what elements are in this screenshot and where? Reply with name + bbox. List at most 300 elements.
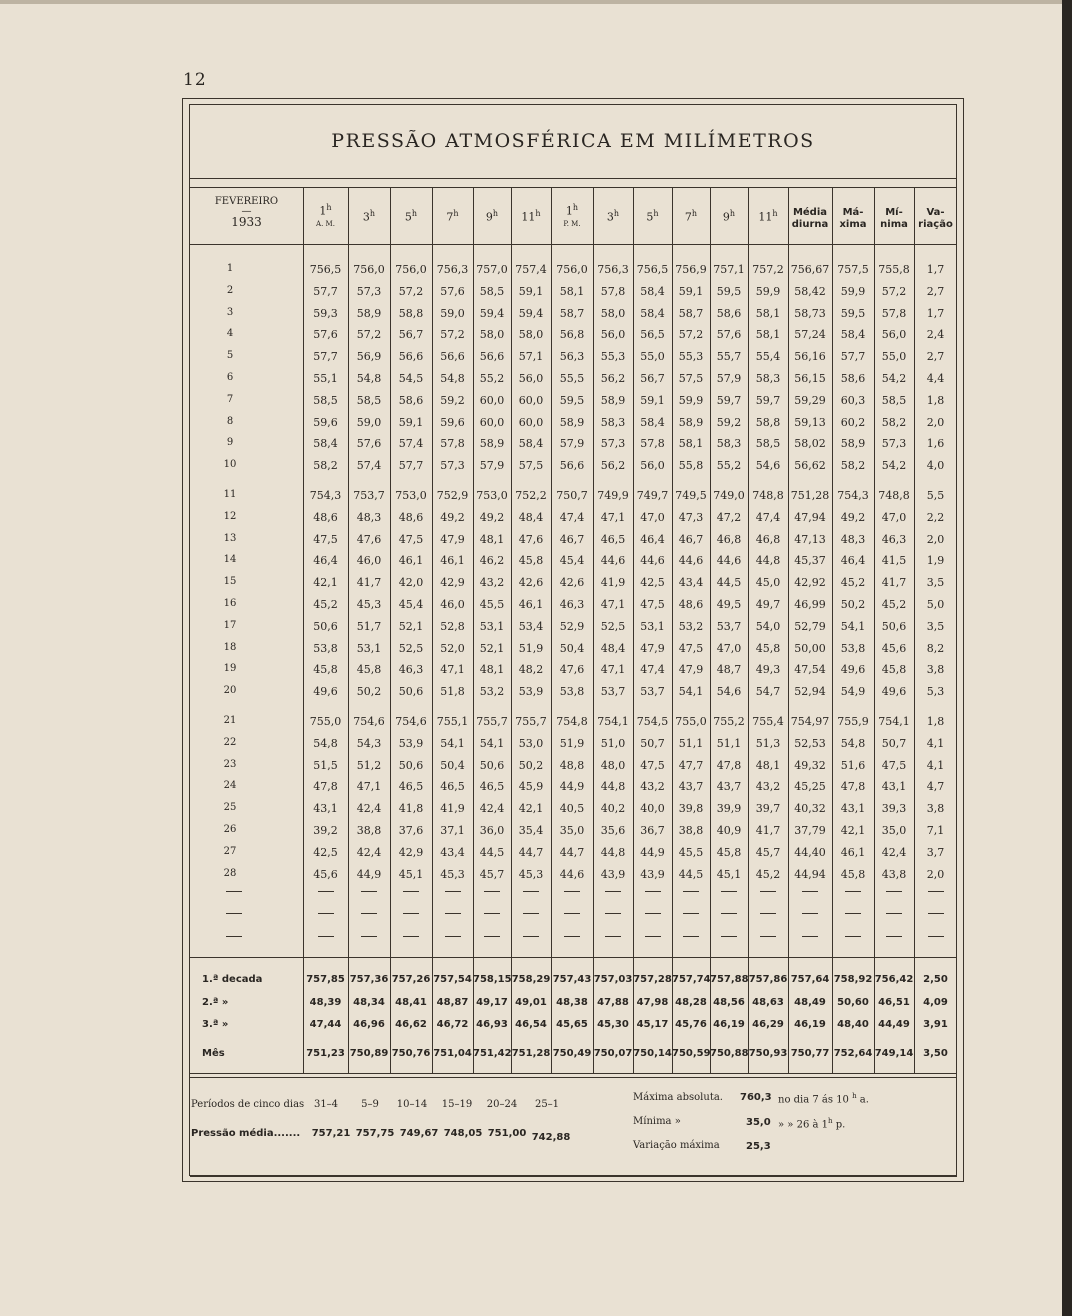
column-header-sup: h (653, 209, 659, 218)
table-cell: 55,0 (881, 350, 907, 364)
table-cell: 60,0 (518, 415, 544, 429)
table-cell: 57,2 (440, 328, 465, 342)
table-cell: 41,5 (881, 554, 907, 568)
table-cell: 48,6 (678, 598, 704, 611)
table-cell: 55,3 (600, 350, 626, 364)
absolute-max-when: no dia 7 ás 10 (778, 1094, 853, 1106)
empty-row-dash (645, 936, 661, 937)
table-cell: 45,8 (518, 554, 544, 568)
page-top-edge (0, 0, 1072, 4)
table-cell: 44,40 (794, 845, 826, 859)
column-header-main: 7 (684, 210, 692, 224)
summary-cell: 47,98 (636, 997, 669, 1008)
column-header-sup: h (369, 209, 376, 218)
table-cell: 57,5 (518, 459, 544, 473)
table-cell: 57,8 (640, 437, 665, 451)
summary-cell: 757,03 (593, 974, 633, 985)
table-cell: 46,5 (440, 780, 465, 794)
table-cell: 749,7 (636, 489, 669, 502)
table-cell: 2,7 (926, 350, 945, 364)
summary-cell: 750,76 (391, 1048, 431, 1059)
table-cell: 45,8 (881, 663, 907, 677)
summary-cell: 47,44 (309, 1019, 342, 1030)
table-cell: 41,7 (356, 576, 382, 590)
column-header (511, 208, 551, 224)
table-cell: 46,4 (640, 532, 665, 546)
table-cell: 58,5 (755, 437, 781, 451)
table-cell: 44,9 (559, 780, 585, 794)
summary-cell: 757,43 (552, 974, 592, 985)
row-day: 15 (223, 576, 237, 588)
table-cell: 49,2 (440, 510, 465, 524)
table-cell: 46,5 (479, 780, 505, 794)
column-header-main: 1 (565, 204, 573, 218)
table-cell: 42,5 (313, 845, 338, 859)
body-bottom-rule (190, 957, 957, 958)
table-cell: 51,5 (313, 758, 338, 772)
empty-row-dash (484, 936, 500, 937)
table-cell: 58,6 (840, 372, 866, 385)
table-cell: 58,9 (840, 437, 866, 451)
table-cell: 59,2 (440, 393, 465, 407)
table-cell: 55,5 (559, 372, 585, 385)
summary-cell: 751,42 (473, 1048, 512, 1059)
summary-cell: 757,64 (790, 974, 830, 985)
table-cell: 45,1 (398, 867, 424, 881)
table-cell: 43,9 (640, 867, 665, 881)
column-header-main: Má- (842, 207, 864, 218)
table-cell: 49,6 (881, 685, 907, 699)
table-cell: 748,8 (752, 489, 784, 502)
summary-label: 1.ª decada (202, 974, 263, 985)
table-cell: 57,4 (398, 437, 424, 451)
table-cell: 42,4 (356, 845, 382, 859)
summary-cell: 751,28 (511, 1048, 551, 1059)
summary-cell: 48,39 (309, 997, 342, 1008)
table-cell: 59,1 (518, 284, 544, 298)
table-cell: 755,0 (675, 715, 707, 728)
header-top-rule (190, 187, 957, 188)
table-cell: 53,4 (518, 619, 544, 633)
table-cell: 43,2 (755, 780, 781, 794)
table-cell: 44,6 (716, 554, 742, 568)
table-cell: 53,8 (559, 685, 585, 699)
table-cell: 43,2 (479, 576, 505, 590)
table-cell: 46,1 (440, 554, 465, 568)
table-cell: 46,5 (398, 780, 424, 794)
table-cell: 56,15 (794, 372, 826, 385)
table-cell: 37,6 (398, 824, 424, 837)
table-cell: 5,0 (926, 598, 945, 611)
table-cell: 50,6 (313, 619, 338, 633)
summary-cell: 757,36 (349, 974, 389, 985)
column-header-sub: A. M. (316, 220, 335, 229)
summary-cell: 750,77 (790, 1048, 830, 1059)
table-cell: 59,7 (755, 393, 781, 407)
empty-row-dash (605, 936, 621, 937)
table-cell: 46,3 (398, 663, 424, 677)
row-day: 4 (226, 328, 234, 340)
summary-cell: 750,14 (633, 1048, 672, 1059)
table-cell: 46,1 (398, 554, 424, 568)
table-cell: 56,8 (559, 328, 585, 342)
empty-row-dash (484, 913, 500, 914)
table-cell: 57,8 (440, 437, 465, 451)
table-cell: 4,1 (926, 758, 945, 772)
absolute-max-value: 760,3 (740, 1092, 772, 1103)
empty-row-dash (226, 936, 242, 937)
column-header-sub: riação (918, 219, 953, 230)
summary-cell: 46,51 (878, 997, 910, 1008)
table-cell: 44,8 (600, 845, 626, 859)
absolute-max-text (778, 1092, 869, 1105)
row-day: 24 (223, 780, 237, 792)
table-cell: 2,7 (926, 284, 945, 298)
table-cell: 56,0 (640, 459, 665, 473)
table-cell: 47,13 (794, 532, 826, 546)
table-cell: 2,0 (926, 867, 945, 881)
summary-cell: 48,56 (713, 997, 745, 1008)
table-cell: 756,9 (675, 263, 707, 276)
table-cell: 46,1 (518, 598, 544, 611)
empty-row-dash (605, 891, 621, 892)
table-cell: 59,4 (479, 306, 505, 320)
table-cell: 47,1 (440, 663, 465, 677)
summary-cell: 757,28 (633, 974, 672, 985)
row-day: 21 (223, 715, 237, 726)
table-bottom-rule (190, 1176, 957, 1177)
table-cell: 47,0 (640, 510, 665, 524)
empty-row-dash (226, 913, 242, 914)
table-cell: 755,1 (436, 715, 469, 728)
table-cell: 47,4 (640, 663, 665, 677)
table-cell: 58,0 (479, 328, 505, 342)
table-cell: 44,7 (518, 845, 544, 859)
row-day: 1 (226, 263, 234, 274)
table-cell: 45,3 (440, 867, 465, 881)
table-cell: 56,2 (600, 372, 626, 385)
table-cell: 55,0 (640, 350, 665, 364)
row-day: 25 (223, 802, 237, 814)
table-cell: 51,7 (356, 619, 382, 633)
empty-row-dash (760, 936, 776, 937)
table-cell: 750,7 (556, 489, 588, 502)
table-cell: 54,8 (356, 372, 382, 385)
table-cell: 58,1 (559, 284, 585, 298)
table-cell: 56,16 (794, 350, 826, 364)
empty-row-dash (886, 913, 902, 914)
summary-cell: 757,86 (748, 974, 788, 985)
table-cell: 47,0 (881, 510, 907, 524)
column-header (832, 207, 874, 231)
table-cell: 58,1 (755, 328, 781, 342)
table-cell: 54,2 (881, 459, 907, 473)
table-cell: 41,7 (755, 824, 781, 837)
table-cell: 44,6 (640, 554, 665, 568)
column-header-sub: P. M. (563, 220, 581, 229)
empty-row-dash (361, 936, 377, 937)
column-header (633, 208, 672, 224)
table-cell: 43,4 (678, 576, 704, 590)
table-cell: 45,8 (755, 641, 781, 655)
table-cell: 756,3 (597, 263, 629, 276)
table-cell: 45,4 (398, 598, 424, 611)
table-cell: 754,1 (878, 715, 910, 728)
table-cell: 51,9 (518, 641, 544, 655)
mean-value: 751,00 (487, 1128, 527, 1139)
column-header (788, 207, 832, 231)
summary-cell: 750,93 (748, 1048, 788, 1059)
table-cell: 47,6 (356, 532, 382, 546)
table-cell: 757,5 (837, 263, 869, 276)
table-cell: 46,0 (440, 598, 465, 611)
table-cell: 57,6 (716, 328, 742, 342)
mean-value: 748,05 (443, 1128, 483, 1139)
empty-row-dash (484, 891, 500, 892)
summary-cell: 750,59 (672, 1048, 711, 1059)
empty-row-dash (564, 913, 580, 914)
table-cell: 47,1 (600, 598, 626, 611)
periods-label: Períodos de cinco dias (191, 1099, 305, 1110)
table-cell: 2,0 (926, 415, 945, 429)
table-cell: 56,9 (356, 350, 382, 364)
summary-cell: 48,87 (436, 997, 469, 1008)
column-header-sub: nima (880, 219, 908, 230)
table-cell: 4,0 (926, 459, 945, 473)
table-cell: 43,2 (640, 780, 665, 794)
table-cell: 37,1 (440, 824, 465, 837)
table-cell: 59,9 (840, 284, 866, 298)
row-day: 6 (226, 372, 234, 383)
table-cell: 59,0 (356, 415, 382, 429)
summary-label: Mês (202, 1048, 225, 1059)
table-cell: 58,1 (678, 437, 704, 451)
summary-cell: 46,29 (752, 1019, 784, 1030)
table-cell: 59,5 (559, 393, 585, 407)
table-cell: 42,92 (794, 576, 826, 590)
empty-row-dash (645, 891, 661, 892)
table-cell: 51,3 (755, 736, 781, 750)
column-header-main: 11 (758, 210, 773, 224)
empty-row-dash (564, 936, 580, 937)
summary-cell: 48,28 (675, 997, 707, 1008)
table-cell: 57,2 (678, 328, 704, 342)
table-cell: 47,1 (600, 663, 626, 677)
summary-label: 2.ª » (202, 997, 229, 1008)
table-cell: 52,8 (440, 619, 465, 633)
table-cell: 46,3 (559, 598, 585, 611)
empty-row-dash (845, 913, 861, 914)
summary-cell: 2,50 (923, 974, 948, 985)
table-cell: 59,5 (716, 284, 742, 298)
absolute-min-label: Mínima » (633, 1116, 681, 1127)
table-cell: 60,2 (840, 415, 866, 429)
column-header (348, 208, 390, 224)
table-cell: 41,7 (881, 576, 907, 590)
table-cell: 752,9 (436, 489, 469, 502)
table-cell: 51,2 (356, 758, 382, 772)
row-day: 9 (226, 437, 234, 449)
max-variation-value: 25,3 (746, 1141, 771, 1152)
table-cell: 51,0 (600, 736, 626, 750)
column-header (874, 207, 914, 231)
empty-row-dash (523, 913, 539, 914)
table-cell: 46,8 (755, 532, 781, 546)
column-header-sup: h (492, 209, 499, 218)
summary-cell: 48,49 (794, 997, 826, 1008)
table-cell: 46,4 (840, 554, 866, 568)
table-cell: 57,24 (794, 328, 826, 342)
header-bottom-rule (190, 244, 957, 245)
table-cell: 48,4 (518, 510, 544, 524)
table-cell: 756,5 (309, 263, 342, 276)
summary-cell: 757,85 (306, 974, 345, 985)
table-cell: 57,3 (356, 284, 382, 298)
table-cell: 4,7 (926, 780, 945, 794)
table-cell: 59,9 (755, 284, 781, 298)
table-cell: 8,2 (926, 641, 945, 655)
table-cell: 48,7 (716, 663, 742, 677)
table-cell: 57,9 (559, 437, 585, 451)
absolute-min-when: » » 26 à 1 (778, 1119, 828, 1131)
table-cell: 53,2 (479, 685, 505, 699)
summary-bottom-rule-double (190, 1077, 957, 1078)
table-cell: 749,5 (675, 489, 707, 502)
table-cell: 43,8 (881, 867, 907, 881)
table-cell: 57,5 (678, 372, 704, 385)
empty-row-dash (605, 913, 621, 914)
table-cell: 58,02 (794, 437, 826, 451)
table-cell: 50,6 (479, 758, 505, 772)
summary-cell: 751,04 (433, 1048, 472, 1059)
empty-row-dash (318, 891, 334, 892)
row-day: 13 (223, 532, 237, 544)
empty-row-dash (361, 891, 377, 892)
column-header (593, 208, 633, 224)
empty-row-dash (845, 891, 861, 892)
summary-cell: 46,96 (353, 1019, 385, 1030)
table-cell: 40,32 (794, 802, 826, 816)
table-cell: 53,1 (356, 641, 382, 655)
summary-cell: 3,50 (923, 1048, 948, 1059)
table-cell: 52,1 (479, 641, 505, 655)
summary-cell: 45,76 (675, 1019, 707, 1030)
column-header-main: Média (792, 207, 828, 218)
table-cell: 39,3 (881, 802, 907, 816)
absolute-min-sup: h (828, 1117, 833, 1125)
table-cell: 43,7 (716, 780, 742, 794)
empty-row-dash (886, 891, 902, 892)
table-cell: 45,7 (479, 867, 505, 881)
table-cell: 52,53 (794, 736, 826, 750)
column-header (432, 208, 473, 224)
column-header-main: 9 (722, 210, 730, 224)
table-cell: 3,8 (926, 663, 945, 677)
column-header-main: Va- (926, 207, 945, 218)
table-cell: 56,7 (640, 372, 665, 385)
header-month-cell (190, 196, 303, 228)
period-value: 31–4 (313, 1099, 339, 1110)
empty-row-dash (721, 891, 737, 892)
table-cell: 44,6 (678, 554, 704, 568)
mean-label: Pressão média....... (191, 1128, 301, 1139)
empty-row-dash (403, 936, 419, 937)
row-day: 26 (223, 824, 237, 835)
table-cell: 47,5 (398, 532, 424, 546)
summary-cell: 44,49 (878, 1019, 910, 1030)
table-cell: 47,1 (356, 780, 382, 794)
row-day: 7 (226, 393, 234, 405)
table-cell: 755,2 (713, 715, 745, 728)
table-cell: 43,1 (840, 802, 866, 816)
mean-value: 757,75 (355, 1128, 395, 1139)
table-cell: 45,2 (755, 867, 781, 881)
table-cell: 757,2 (752, 263, 784, 276)
period-value: 25–1 (534, 1099, 560, 1110)
table-cell: 50,2 (840, 598, 866, 611)
table-cell: 52,0 (440, 641, 465, 655)
table-cell: 48,6 (398, 510, 424, 524)
table-cell: 45,8 (356, 663, 382, 677)
column-header (473, 208, 511, 224)
period-value: 5–9 (361, 1099, 379, 1110)
summary-cell: 46,62 (395, 1019, 427, 1030)
table-cell: 755,7 (515, 715, 547, 728)
empty-row-dash (760, 913, 776, 914)
table-cell: 53,8 (313, 641, 338, 655)
row-day: 12 (223, 510, 237, 522)
table-cell: 54,7 (755, 685, 781, 699)
table-cell: 59,0 (440, 306, 465, 320)
table-cell: 43,7 (678, 780, 704, 794)
empty-row-dash (928, 913, 944, 914)
table-cell: 35,0 (559, 824, 585, 837)
table-cell: 755,8 (878, 263, 910, 276)
table-cell: 47,5 (678, 641, 704, 655)
table-cell: 49,6 (313, 685, 338, 699)
table-cell: 54,1 (479, 736, 505, 750)
table-cell: 54,5 (398, 372, 424, 385)
title-rule (190, 178, 957, 179)
table-cell: 753,7 (353, 489, 385, 502)
table-cell: 43,1 (313, 802, 338, 816)
table-cell: 47,4 (755, 510, 781, 524)
row-day: 20 (223, 685, 237, 697)
empty-row-dash (845, 936, 861, 937)
table-cell: 50,4 (559, 641, 585, 655)
table-cell: 59,6 (313, 415, 338, 429)
empty-row-dash (564, 891, 580, 892)
column-header (551, 202, 593, 230)
table-cell: 35,6 (600, 824, 626, 837)
table-cell: 55,7 (716, 350, 742, 364)
column-header-main: 3 (362, 210, 370, 224)
table-cell: 40,0 (640, 802, 665, 816)
table-cell: 756,67 (790, 263, 830, 276)
table-cell: 54,3 (356, 736, 382, 750)
table-cell: 50,6 (398, 758, 424, 772)
table-cell: 756,0 (353, 263, 385, 276)
table-cell: 50,6 (881, 619, 907, 633)
table-cell: 44,6 (559, 867, 585, 881)
table-cell: 44,5 (479, 845, 505, 859)
summary-cell: 756,42 (874, 974, 914, 985)
table-cell: 50,7 (640, 736, 665, 750)
table-cell: 45,5 (479, 598, 505, 611)
summary-cell: 3,91 (923, 1019, 948, 1030)
table-cell: 45,37 (794, 554, 826, 568)
empty-row-dash (403, 891, 419, 892)
